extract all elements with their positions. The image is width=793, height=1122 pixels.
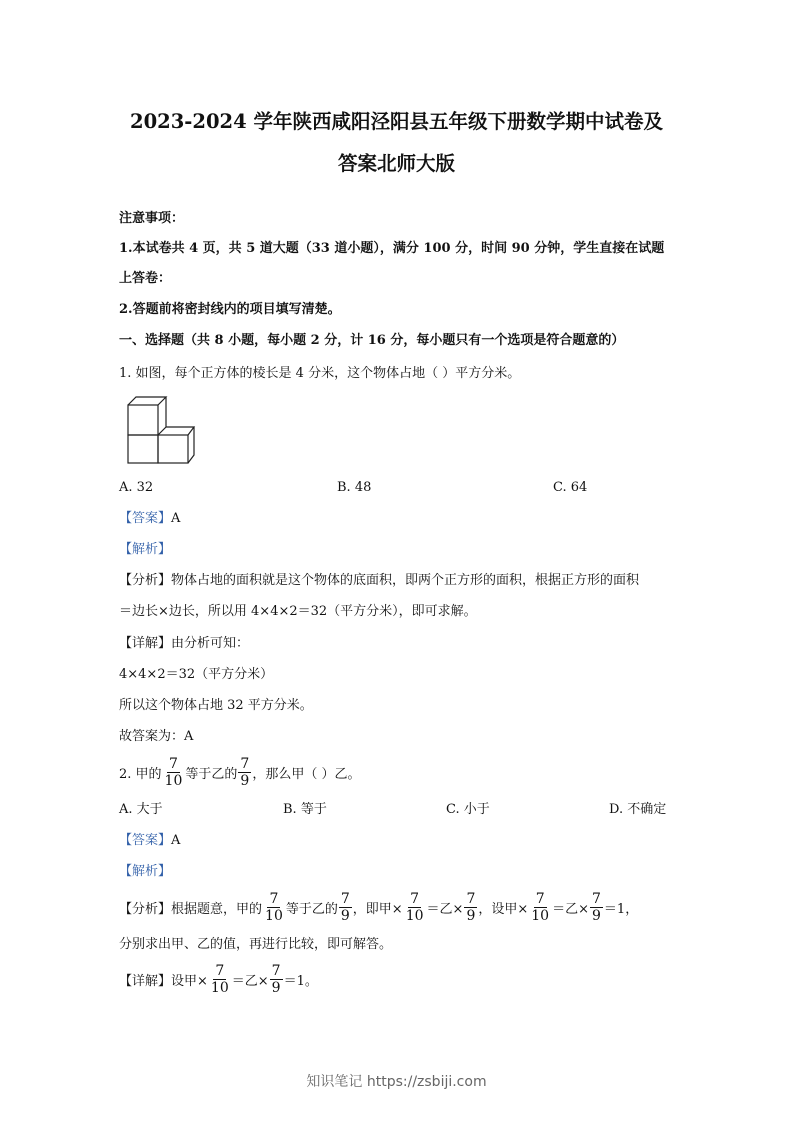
fraction-denominator: 10 xyxy=(265,908,283,924)
fraction-numerator: 7 xyxy=(592,891,601,907)
fenxi-text: 等于乙的 xyxy=(285,902,338,917)
detail-text: 由分析可知： xyxy=(171,636,250,651)
fraction-denominator: 9 xyxy=(592,908,601,924)
q1-fenxi-line1 xyxy=(119,572,639,589)
fraction-numerator: 7 xyxy=(215,963,225,979)
q2-stem xyxy=(119,758,360,791)
fraction-denominator: 9 xyxy=(466,908,476,924)
fraction xyxy=(163,756,185,789)
fraction xyxy=(238,756,251,789)
detail-tag: 【详解】 xyxy=(119,974,172,989)
detail-text: ＝乙× xyxy=(231,974,269,989)
fenxi-tag: 【分析】 xyxy=(119,573,172,588)
q1-option-a: A. 32 xyxy=(119,480,154,495)
fenxi-text: 根据题意，甲的 xyxy=(171,902,263,917)
q2-stem-part: ，那么甲（ ）乙。 xyxy=(252,767,361,782)
fraction-denominator: 10 xyxy=(405,908,424,924)
q2-stem-part: 等于乙的 xyxy=(185,767,238,782)
section-heading: 一、选择题（共 8 小题，每小题 2 分，计 16 分，每小题只有一个选项是符合题意的） xyxy=(119,333,625,348)
fraction-denominator: 10 xyxy=(164,773,183,789)
notice-item-1-cont: 上答卷： xyxy=(119,271,172,286)
fraction-denominator: 9 xyxy=(240,773,250,789)
q1-fenxi-line2: ＝边长×边长，所以用 4×4×2＝32（平方分米），即可求解。 xyxy=(119,604,477,619)
document-title-line1: 2023-2024 学年陕西咸阳泾阳县五年级下册数学期中试卷及 xyxy=(130,110,663,133)
fraction-denominator: 10 xyxy=(210,980,229,996)
fraction xyxy=(404,891,426,924)
answer-tag: 【答案】 xyxy=(119,833,172,848)
q1-detail-line2: 4×4×2＝32（平方分米） xyxy=(119,667,274,682)
q2-analysis-tag: 【解析】 xyxy=(119,864,172,879)
q1-option-b: B. 48 xyxy=(337,480,372,495)
q2-fenxi-line2: 分别求出甲、乙的值，再进行比较，即可解答。 xyxy=(119,937,393,952)
document-title-line2: 答案北师大版 xyxy=(337,152,455,175)
fraction xyxy=(263,891,285,924)
answer-value: A xyxy=(171,511,181,526)
q1-analysis-tag: 【解析】 xyxy=(119,542,172,557)
fraction-numerator: 7 xyxy=(169,756,178,772)
q1-detail-line3: 所以这个物体占地 32 平方分米。 xyxy=(119,698,313,713)
q2-option-b: B. 等于 xyxy=(283,802,327,817)
q1-option-c: C. 64 xyxy=(553,480,588,495)
fraction xyxy=(209,963,231,996)
answer-value: A xyxy=(171,833,181,848)
fraction-numerator: 7 xyxy=(410,891,420,907)
q2-stem-part: 2. 甲的 xyxy=(119,767,162,782)
fenxi-text: ，设甲× xyxy=(478,902,529,917)
fraction-numerator: 7 xyxy=(269,891,279,907)
q1-stem: 1. 如图，每个正方体的棱长是 4 分米，这个物体占地（ ）平方分米。 xyxy=(119,366,521,381)
fenxi-text: ＝乙× xyxy=(426,902,464,917)
q2-option-c: C. 小于 xyxy=(446,802,490,817)
fraction xyxy=(590,891,603,924)
fraction xyxy=(529,891,551,924)
fraction-numerator: 7 xyxy=(340,891,350,907)
cube-figure xyxy=(124,393,196,465)
fraction-denominator: 10 xyxy=(531,908,550,924)
fraction-numerator: 7 xyxy=(535,891,545,907)
notice-item-1: 1.本试卷共 4 页，共 5 道大题（33 道小题），满分 100 分，时间 90 分钟，学生直接在试题 xyxy=(119,241,665,256)
fraction-numerator: 7 xyxy=(240,756,250,772)
q2-fenxi-line1 xyxy=(119,893,638,926)
q1-final-answer: 故答案为：A xyxy=(119,729,194,744)
fraction-numerator: 7 xyxy=(271,963,281,979)
q1-detail-line1 xyxy=(119,635,249,652)
notice-heading: 注意事项： xyxy=(119,211,185,226)
detail-text: ＝1。 xyxy=(283,974,318,989)
fraction xyxy=(339,891,352,924)
detail-tag: 【详解】 xyxy=(119,636,172,651)
notice-item-2: 2.答题前将密封线内的项目填写清楚。 xyxy=(119,302,341,317)
fenxi-text: ，即甲× xyxy=(352,902,403,917)
fraction-numerator: 7 xyxy=(466,891,476,907)
fenxi-tag: 【分析】 xyxy=(119,902,172,917)
answer-tag: 【答案】 xyxy=(119,511,172,526)
fraction xyxy=(464,891,477,924)
fenxi-text: ＝乙× xyxy=(552,902,589,917)
q2-detail-line1 xyxy=(119,965,318,998)
footer-watermark: 知识笔记 https://zsbiji.com xyxy=(306,1074,487,1090)
q1-answer xyxy=(119,510,180,527)
fraction-denominator: 9 xyxy=(340,908,350,924)
fenxi-text: ＝1， xyxy=(603,902,639,917)
fraction-denominator: 9 xyxy=(271,980,281,996)
fenxi-text: 物体占地的面积就是这个物体的底面积，即两个正方形的面积，根据正方形的面积 xyxy=(171,573,640,588)
q2-option-d: D. 不确定 xyxy=(609,802,667,817)
detail-text: 设甲× xyxy=(171,974,208,989)
fraction xyxy=(270,963,283,996)
q2-answer xyxy=(119,832,180,849)
q2-option-a: A. 大于 xyxy=(119,802,163,817)
